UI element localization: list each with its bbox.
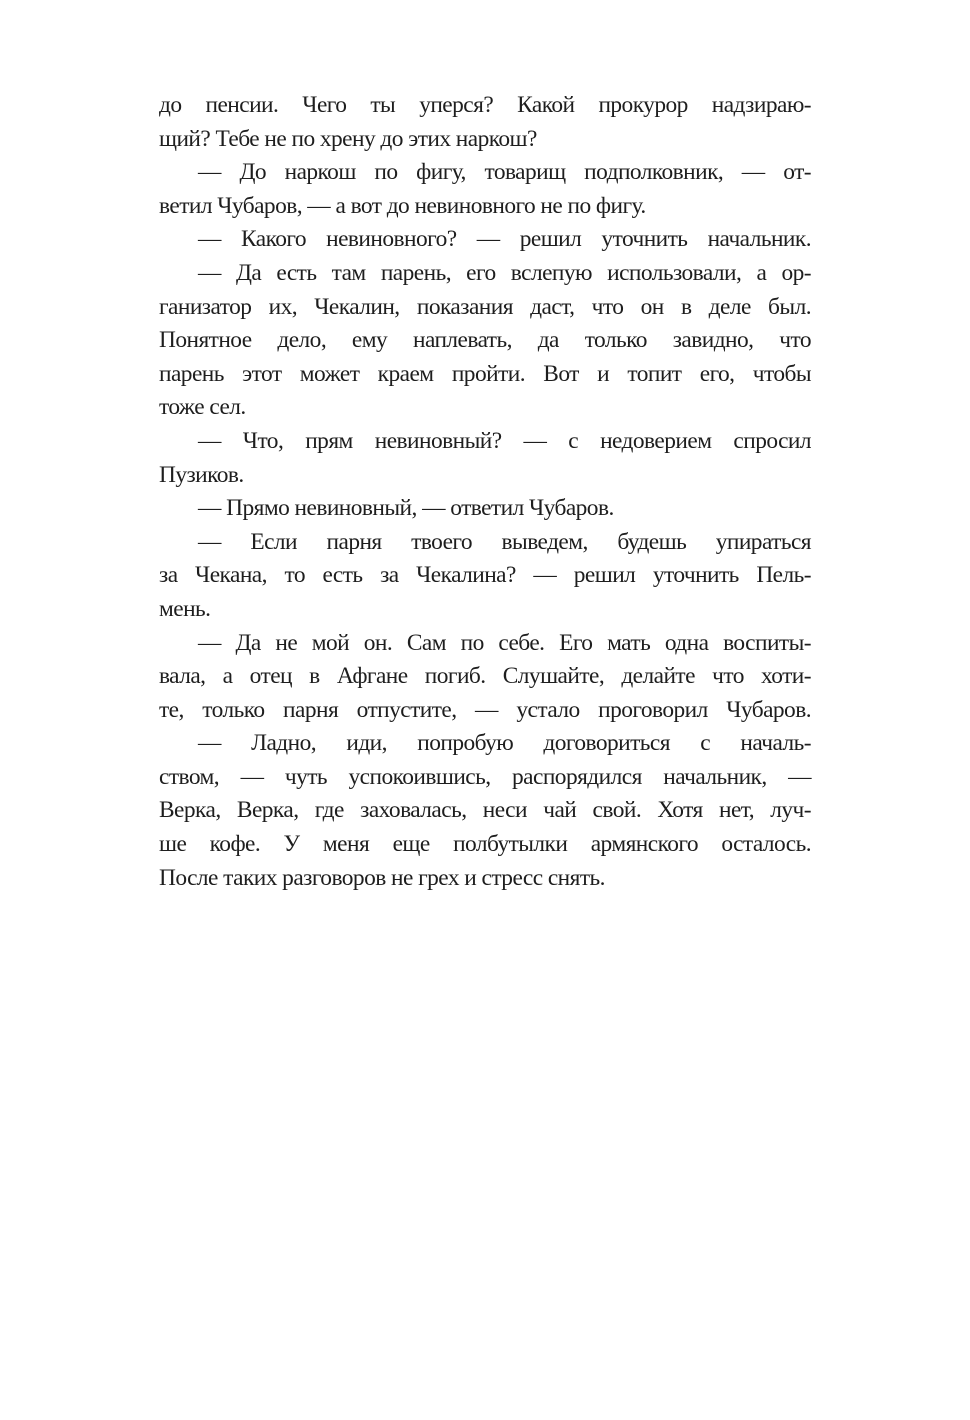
- text-line: за Чекана, то есть за Чекалина? — решил уточнить Пель-: [159, 562, 811, 589]
- text-line: — Да не мой он. Сам по себе. Его мать одна воспиты-: [198, 629, 811, 656]
- text-line: ганизатор их, Чекалин, показания даст, что он в деле был.: [159, 293, 811, 320]
- text-line: вала, а отец в Афгане погиб. Слушайте, делайте что хоти-: [159, 663, 811, 690]
- text-line: — До наркош по фигу, товарищ подполковник, — от-: [198, 159, 811, 186]
- text-line: — Ладно, иди, попробую договориться с началь-: [198, 730, 811, 757]
- text-line: ветил Чубаров, — а вот до невиновного не по фигу.: [159, 192, 646, 219]
- text-line: до пенсии. Чего ты уперся? Какой прокурор надзираю-: [159, 92, 811, 118]
- text-line: Пузиков.: [159, 461, 244, 488]
- text-line: тоже сел.: [159, 394, 246, 421]
- text-line: те, только парня отпустите, — устало проговорил Чубаров.: [159, 696, 811, 723]
- text-line: — Если парня твоего выведем, будешь упираться: [198, 528, 811, 555]
- text-line: Верка, Верка, где заховалась, неси чай свой. Хотя нет, луч-: [159, 797, 811, 824]
- text-line: Понятное дело, ему наплевать, да только завидно, что: [159, 327, 811, 354]
- text-line: ше кофе. У меня еще полбутылки армянского осталось.: [159, 831, 811, 858]
- text-line: щий? Тебе не по хрену до этих наркош?: [159, 125, 537, 152]
- text-line: После таких разговоров не грех и стресс снять.: [159, 864, 605, 891]
- text-line: парень этот может краем пройти. Вот и топит его, чтобы: [159, 360, 811, 387]
- text-line: — Прямо невиновный, — ответил Чубаров.: [198, 495, 614, 522]
- text-line: — Да есть там парень, его вслепую использовали, а ор-: [198, 259, 811, 286]
- text-line: — Что, прям невиновный? — с недоверием спросил: [198, 427, 811, 454]
- text-line: — Какого невиновного? — решил уточнить начальник.: [198, 226, 811, 253]
- text-line: мень.: [159, 595, 211, 622]
- text-block: [159, 89, 811, 895]
- text-line: ством, — чуть успокоившись, распорядился начальник, —: [159, 763, 811, 790]
